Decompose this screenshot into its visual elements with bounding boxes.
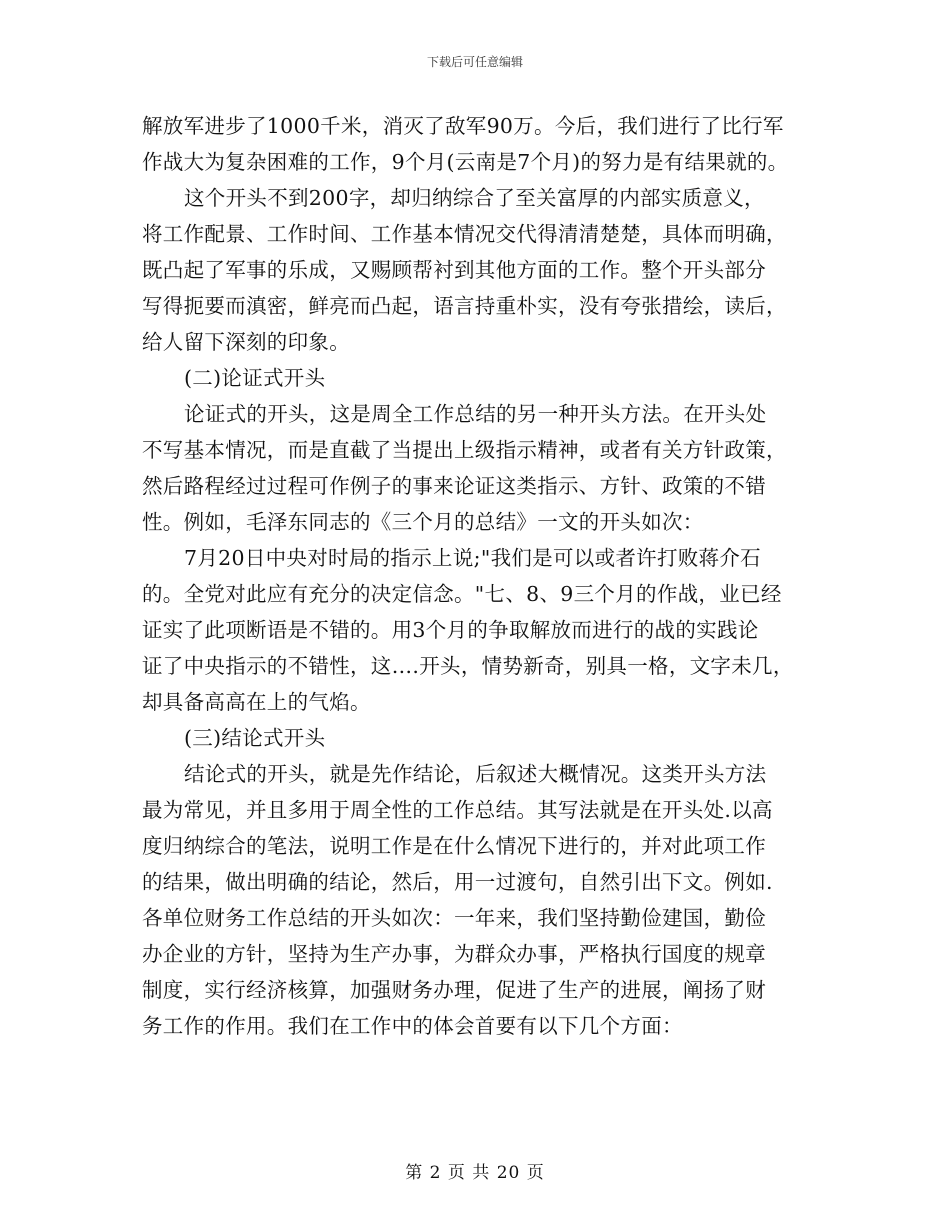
text-line: 证实了此项断语是不错的。用3个月的争取解放而进行的战的实践论 (142, 618, 759, 642)
page-header: 下载后可任意编辑 (426, 55, 523, 69)
text-line: 不写基本情况，而是直截了当提出上级指示精神，或者有关方针政策， (142, 438, 787, 462)
paragraph-start: 这个开头不到200字，却归纳综合了至关富厚的内部实质意义， (184, 186, 765, 210)
body-text (142, 108, 822, 1044)
text-line: 的。全党对此应有充分的决定信念。"七、8、9三个月的作战，业已经 (142, 582, 782, 606)
text-line: 最为常见，并且多用于周全性的工作总结。其写法就是在开头处.以高 (142, 798, 773, 822)
text-line: 制度，实行经济核算，加强财务办理，促进了生产的进展，阐扬了财 (142, 978, 766, 1002)
text-line: 然后路程经过过程可作例子的事来论证这类指示、方针、政策的不错 (142, 474, 766, 498)
text-line: 的结果，做出明确的结论，然后，用一过渡句，自然引出下文。例如. (142, 870, 773, 894)
text-line: 却具备高高在上的气焰。 (142, 690, 371, 714)
section-heading: (二)论证式开头 (184, 366, 326, 390)
text-line: 给人留下深刻的印象。 (142, 330, 350, 354)
text-line: 既凸起了军事的乐成，又赐顾帮衬到其他方面的工作。整个开头部分 (142, 258, 766, 282)
text-line: 证了中央指示的不错性，这….开头，情势新奇，别具一格，文字未几， (142, 654, 794, 678)
text-line: 性。例如，毛泽东同志的《三个月的总结》一文的开头如次： (142, 510, 704, 534)
text-line: 将工作配景、工作时间、工作基本情况交代得清清楚楚，具体而明确， (142, 222, 787, 246)
text-line: 度归纳综合的笔法，说明工作是在什么情况下进行的，并对此项工作 (142, 834, 766, 858)
text-line: 办企业的方针，坚持为生产办事，为群众办事，严格执行国度的规章 (142, 942, 766, 966)
text-line: 务工作的作用。我们在工作中的体会首要有以下几个方面： (142, 1014, 683, 1038)
paragraph-start: 结论式的开头，就是先作结论，后叙述大概情况。这类开头方法 (184, 762, 767, 786)
text-line: 解放军进步了1000千米，消灭了敌军90万。今后，我们进行了比行军 (142, 114, 784, 138)
paragraph-start: 7月20日中央对时局的指示上说;"我们是可以或者许打败蒋介石 (184, 546, 761, 570)
text-line: 写得扼要而滇密，鲜亮而凸起，语言持重朴实，没有夸张措绘，读后， (142, 294, 787, 318)
text-line: 各单位财务工作总结的开头如次：一年来，我们坚持勤俭建国，勤俭 (142, 906, 766, 930)
text-line: 作战大为复杂困难的工作，9个月(云南是7个月)的努力是有结果就的。 (142, 150, 789, 174)
paragraph-start: 论证式的开头，这是周全工作总结的另一种开头方法。在开头处 (184, 402, 767, 426)
section-heading: (三)结论式开头 (184, 726, 326, 750)
page-footer: 第 2 页 共 20 页 (405, 1163, 545, 1183)
